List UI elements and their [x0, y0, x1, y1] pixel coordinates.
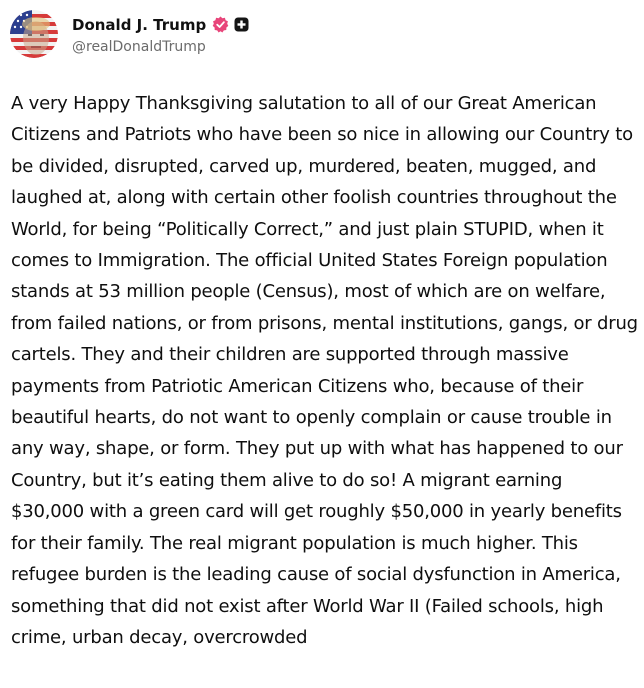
verified-badge-icon	[212, 16, 229, 33]
avatar-flag-face-icon	[10, 10, 58, 58]
post-body-text: A very Happy Thanksgiving salutation to all of our Great American Citizens and Patriots who have been so nice in allowing our Country to be divided, disrupted, carved up, murdered, beaten, mugged, and laughed at, along with certain other foolish countries throughout the World, for being “Politically Correct,” and just plain STUPID, when it comes to Immigration. The official United States Foreign population stands at 53 million people (Census), most of which are on welfare, from failed nations, or from prisons, mental institutions, gangs, or drug cartels. They and their children are supported through massive payments from Patriotic American Citizens who, because of their beautiful hearts, do not want to openly complain or cause trouble in any way, shape, or form. They put up with what has happened to our Country, but it’s eating them alive to do so! A migrant earning $30,000 with a green card will get roughly $50,000 in yearly benefits for their family. The real migrant population is much higher. This refugee burden is the leading cause of social dysfunction in America, something that did not exist after World War II (Failed schools, high crime, urban decay, overcrowded	[11, 93, 638, 648]
author-identity	[72, 14, 249, 55]
name-row	[72, 14, 249, 36]
avatar[interactable]	[10, 10, 58, 58]
author-display-name[interactable]: Donald J. Trump	[72, 15, 207, 34]
author-handle[interactable]: @realDonaldTrump	[72, 38, 206, 55]
post-header	[10, 10, 249, 58]
plus-badge-icon	[234, 17, 249, 32]
